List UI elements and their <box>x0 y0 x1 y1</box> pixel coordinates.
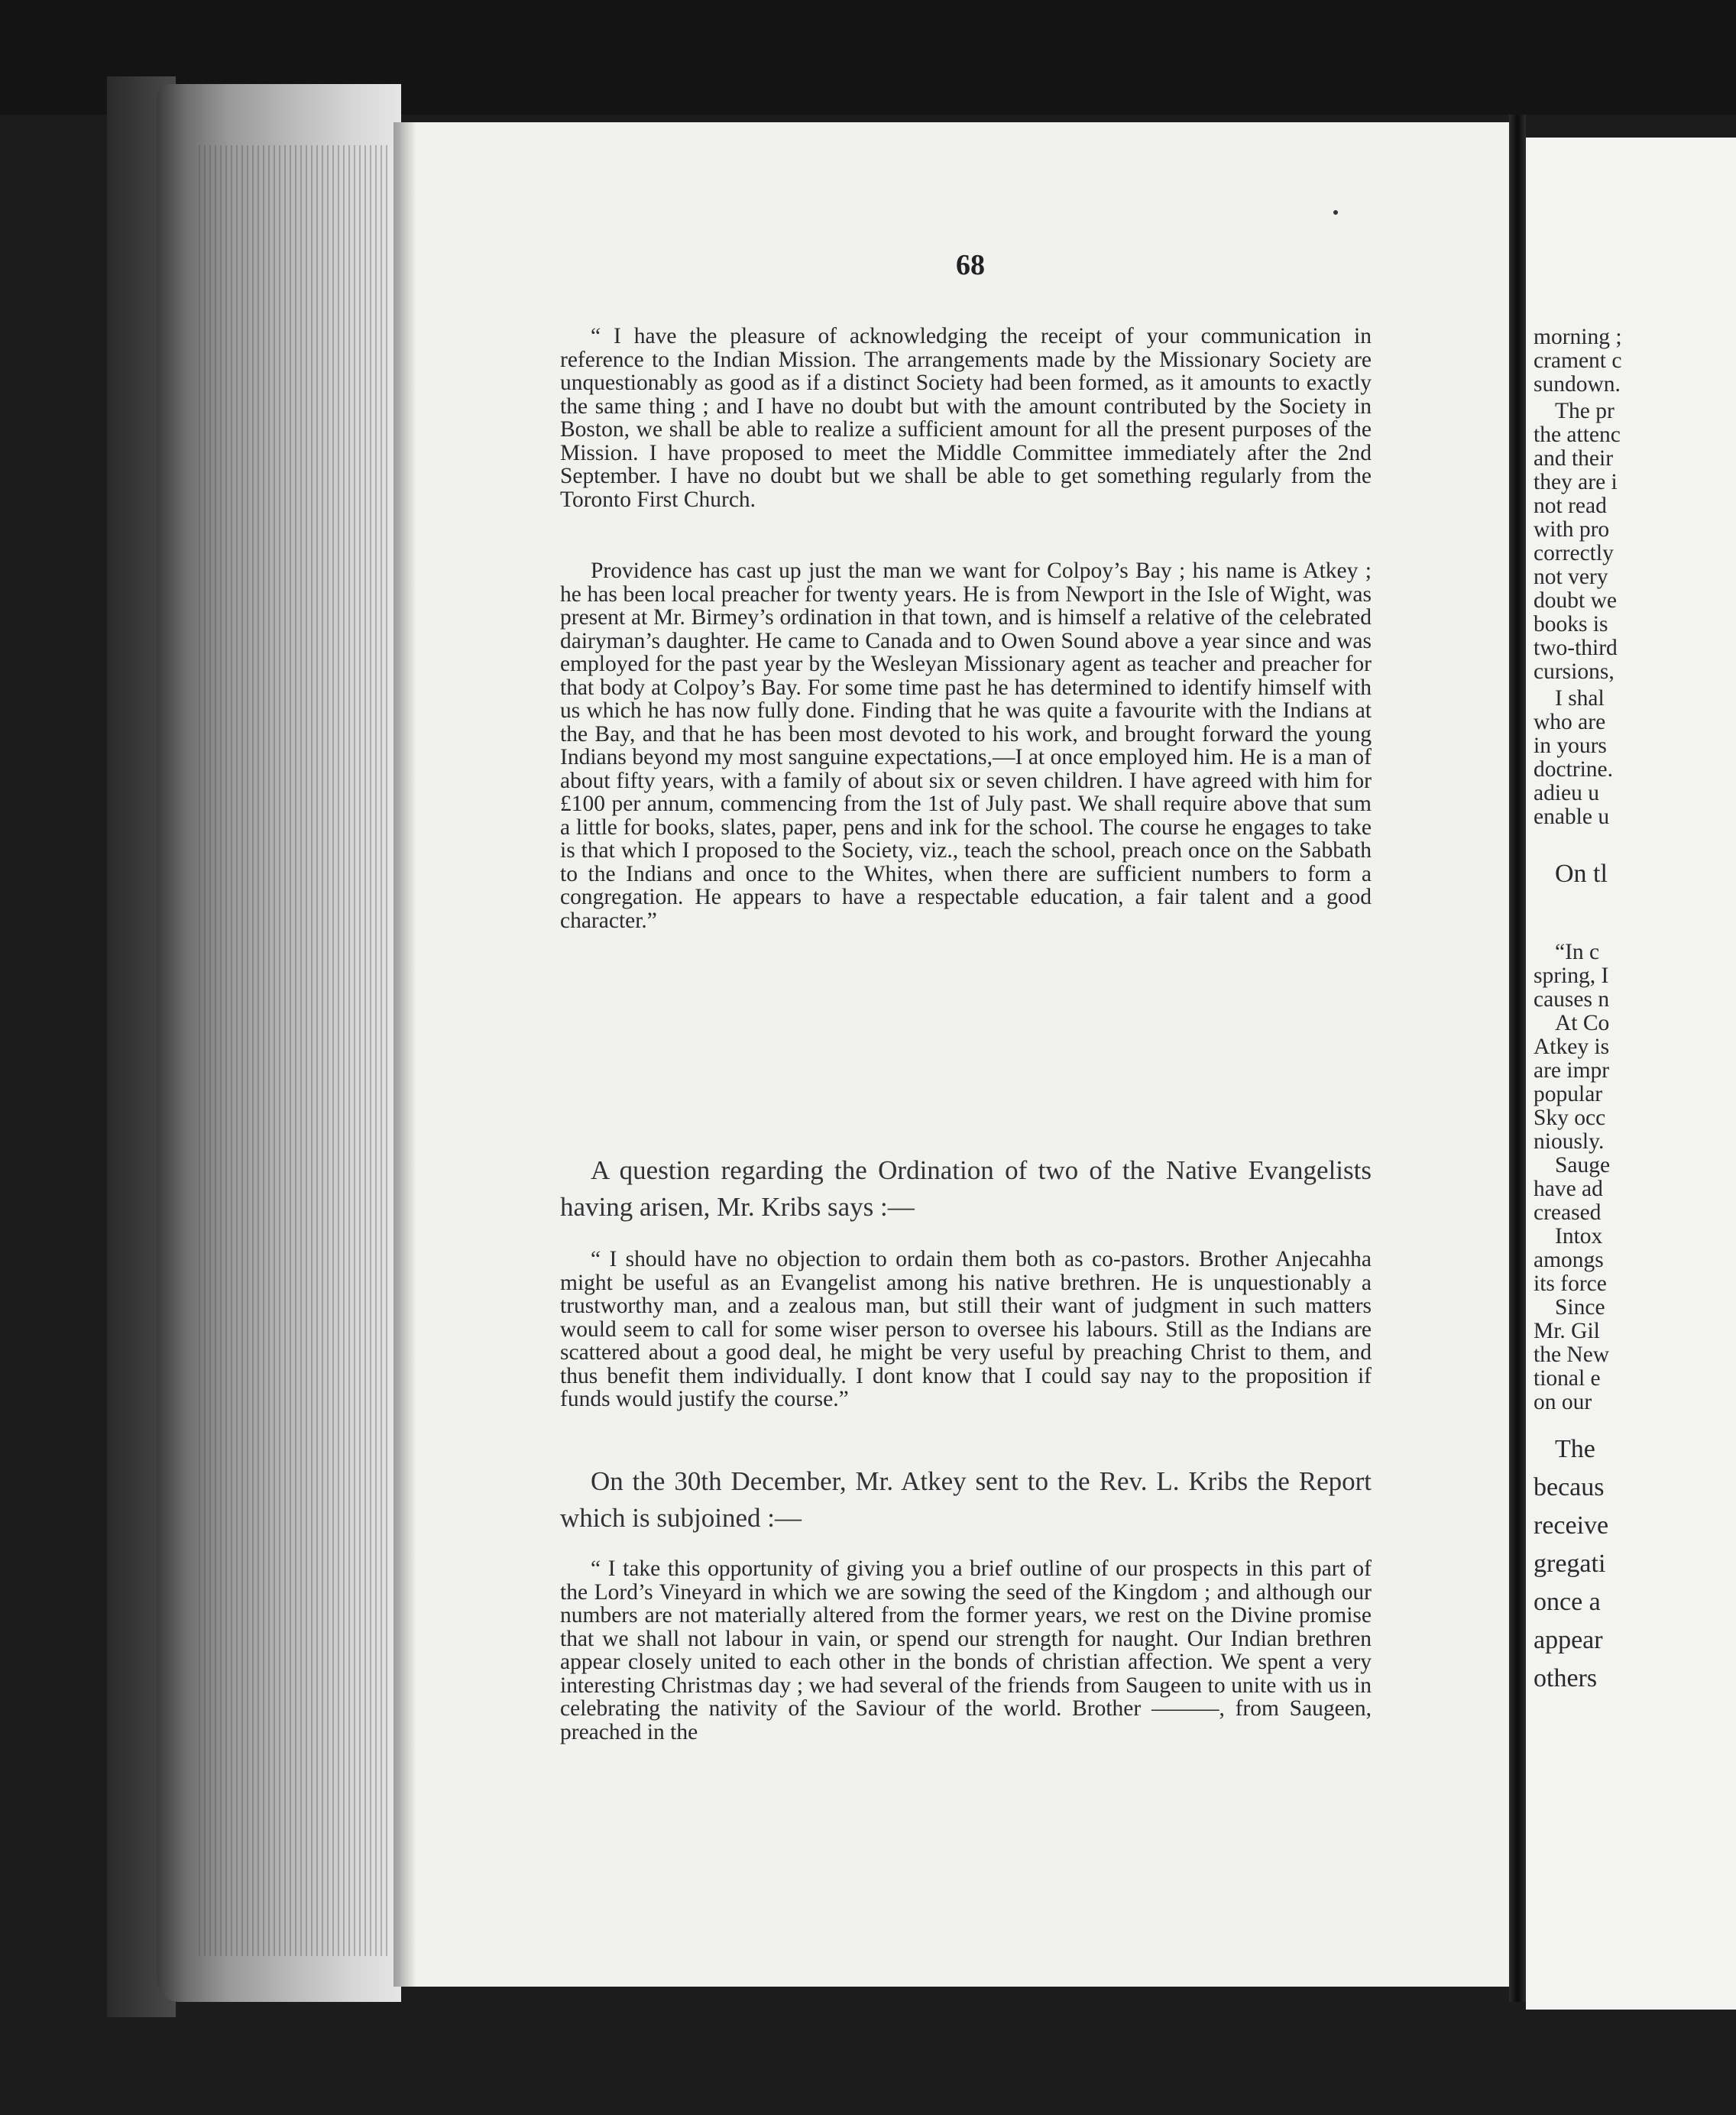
right-page-line: enable u <box>1534 805 1610 829</box>
right-page-line: once a <box>1534 1588 1601 1616</box>
right-page-line: The <box>1555 1435 1595 1463</box>
right-page-line: they are i <box>1534 470 1618 494</box>
right-page-line: tional e <box>1534 1366 1601 1391</box>
right-page-line: the attenc <box>1534 423 1621 447</box>
right-page-line: Sauge <box>1555 1153 1611 1177</box>
right-page-line: On tl <box>1555 860 1608 888</box>
right-page-line: popular <box>1534 1082 1603 1106</box>
right-page-line: books is <box>1534 612 1608 636</box>
right-page-line: creased <box>1534 1200 1602 1225</box>
right-page-line: morning ; <box>1534 325 1622 349</box>
quote-report: “ I take this opportunity of giving you a brief outline of our prospects in this part of the Lord’s Vineyard in which we are sowing the seed of the Kingdom ; and although our numbers are not materially altered from the former years, we rest on the Divine promise that we shall not labour in vain, or spend our strength for naught. Our Indian brethren appear closely united to each other in the bonds of christian affection. We spent a very interesting Christmas day ; we had several of the friends from Saugeen to unite with us in celebrating the nativity of the Saviour of the world. Brother ———, from Saugeen, preached in the <box>560 1556 1372 1744</box>
right-page-line: causes n <box>1534 987 1610 1012</box>
quote-ordination: “ I should have no objection to ordain them both as co-pastors. Brother Anjecahha might be useful as an Evangelist among his native brethren. He is unquestionably a trustworthy man, and a zealous man, but still their want of judgment in such matters would seem to call for some wiser person to oversee his labours. Still as the Indians are scattered about a good deal, he might be very useful by preaching Christ to them, and thus benefit them individually. I dont know that I could say nay to the proposition if funds would justify the course.” <box>560 1247 1372 1411</box>
right-page-line: appear <box>1534 1626 1603 1654</box>
right-page-line: with pro <box>1534 517 1610 542</box>
section-intro-report: On the 30th December, Mr. Atkey sent to the Rev. L. Kribs the Report which is subjoined :— <box>560 1466 1372 1533</box>
right-page-line: becaus <box>1534 1473 1605 1501</box>
right-page-line: correctly <box>1534 541 1614 565</box>
right-page-line: cursions, <box>1534 659 1615 684</box>
right-page-line: Mr. Gil <box>1534 1319 1600 1343</box>
right-page-line: At Co <box>1555 1011 1610 1035</box>
right-page-line: Atkey is <box>1534 1035 1610 1059</box>
book-gutter <box>1509 115 1526 2002</box>
right-page-line: in yours <box>1534 734 1607 758</box>
right-page-line: Sky occ <box>1534 1106 1606 1130</box>
right-page-line: crament c <box>1534 348 1622 373</box>
right-page-line: not very <box>1534 565 1608 589</box>
right-page-line: “In c <box>1555 940 1600 964</box>
right-page-line: others <box>1534 1664 1598 1692</box>
right-page-line: I shal <box>1555 686 1605 711</box>
right-page-line: adieu u <box>1534 781 1600 805</box>
right-page-line: have ad <box>1534 1177 1603 1201</box>
page-speck <box>1333 210 1338 215</box>
letter-paragraph-1: “ I have the pleasure of acknowledging the receipt of your communication in reference to the Indian Mission. The arrangements made by the Missionary Society are unquestionably as good as if a distinct Society had been formed, as it amounts to exactly the same thing ; and I have no doubt but with the amount contributed by the Society in Boston, we shall be able to realize a sufficient amount for all the present purposes of the Mission. I have proposed to meet the Middle Committee immediately after the 2nd September. I have no doubt but we shall be able to get something regularly from the Toronto First Church. <box>560 324 1372 512</box>
right-page-line: niously. <box>1534 1129 1605 1154</box>
right-page-line: gregati <box>1534 1550 1606 1578</box>
right-page-line: the New <box>1534 1343 1610 1367</box>
section-intro-ordination: A question regarding the Ordination of two of the Native Evangelists having arisen, Mr. Kribs says :— <box>560 1155 1372 1222</box>
right-page-line: on our <box>1534 1390 1592 1414</box>
right-page-line: doctrine. <box>1534 757 1614 782</box>
right-page-line: receive <box>1534 1511 1609 1540</box>
right-page-line: spring, I <box>1534 964 1609 988</box>
left-page-shadow <box>394 122 416 1987</box>
letter-paragraph-2: Providence has cast up just the man we want for Colpoy’s Bay ; his name is Atkey ; he has been local preacher for twenty years. He is from Newport in the Isle of Wight, was present at Mr. Birmey’s ordination in that town, and is himself a relative of the celebrated dairyman’s daughter. He came to Canada and to Owen Sound above a year since and was employed for the past year by the Wesleyan Missionary agent as teacher and preacher for that body at Colpoy’s Bay. For some time past he has determined to identify himself with us which he has now fully done. Finding that he was quite a favourite with the Indians at the Bay, and that he has been most devoted to his work, and brought forward the young Indians beyond my most sanguine expectations,—I at once employed him. He is a man of about fifty years, with a family of about six or seven children. I have agreed with him for £100 per annum, commencing from the 1st of July past. We shall require above that sum a little for books, slates, paper, pens and ink for the school. The course he engages to take is that which I proposed to the Society, viz., teach the school, preach once on the Sabbath to the Indians and once to the Whites, when there are sufficient numbers to form a congregation. He appears to have a respectable education, a fair talent and a good character.” <box>560 559 1372 933</box>
right-page-line: The pr <box>1555 399 1615 423</box>
right-page-line: and their <box>1534 446 1614 471</box>
right-page-line: sundown. <box>1534 372 1621 397</box>
right-page-line: who are <box>1534 710 1606 734</box>
right-page-line: Since <box>1555 1295 1605 1320</box>
page-number: 68 <box>956 249 985 281</box>
right-page-line: are impr <box>1534 1058 1610 1083</box>
right-page-line: doubt we <box>1534 588 1617 613</box>
right-page-line: not read <box>1534 494 1607 518</box>
right-page-line: amongs <box>1534 1248 1604 1272</box>
right-page-line: its force <box>1534 1271 1607 1296</box>
right-page-line: two-third <box>1534 636 1618 660</box>
right-page-line: Intox <box>1555 1224 1603 1249</box>
right-page <box>1526 138 1736 2010</box>
page-edge-texture <box>199 145 390 1956</box>
